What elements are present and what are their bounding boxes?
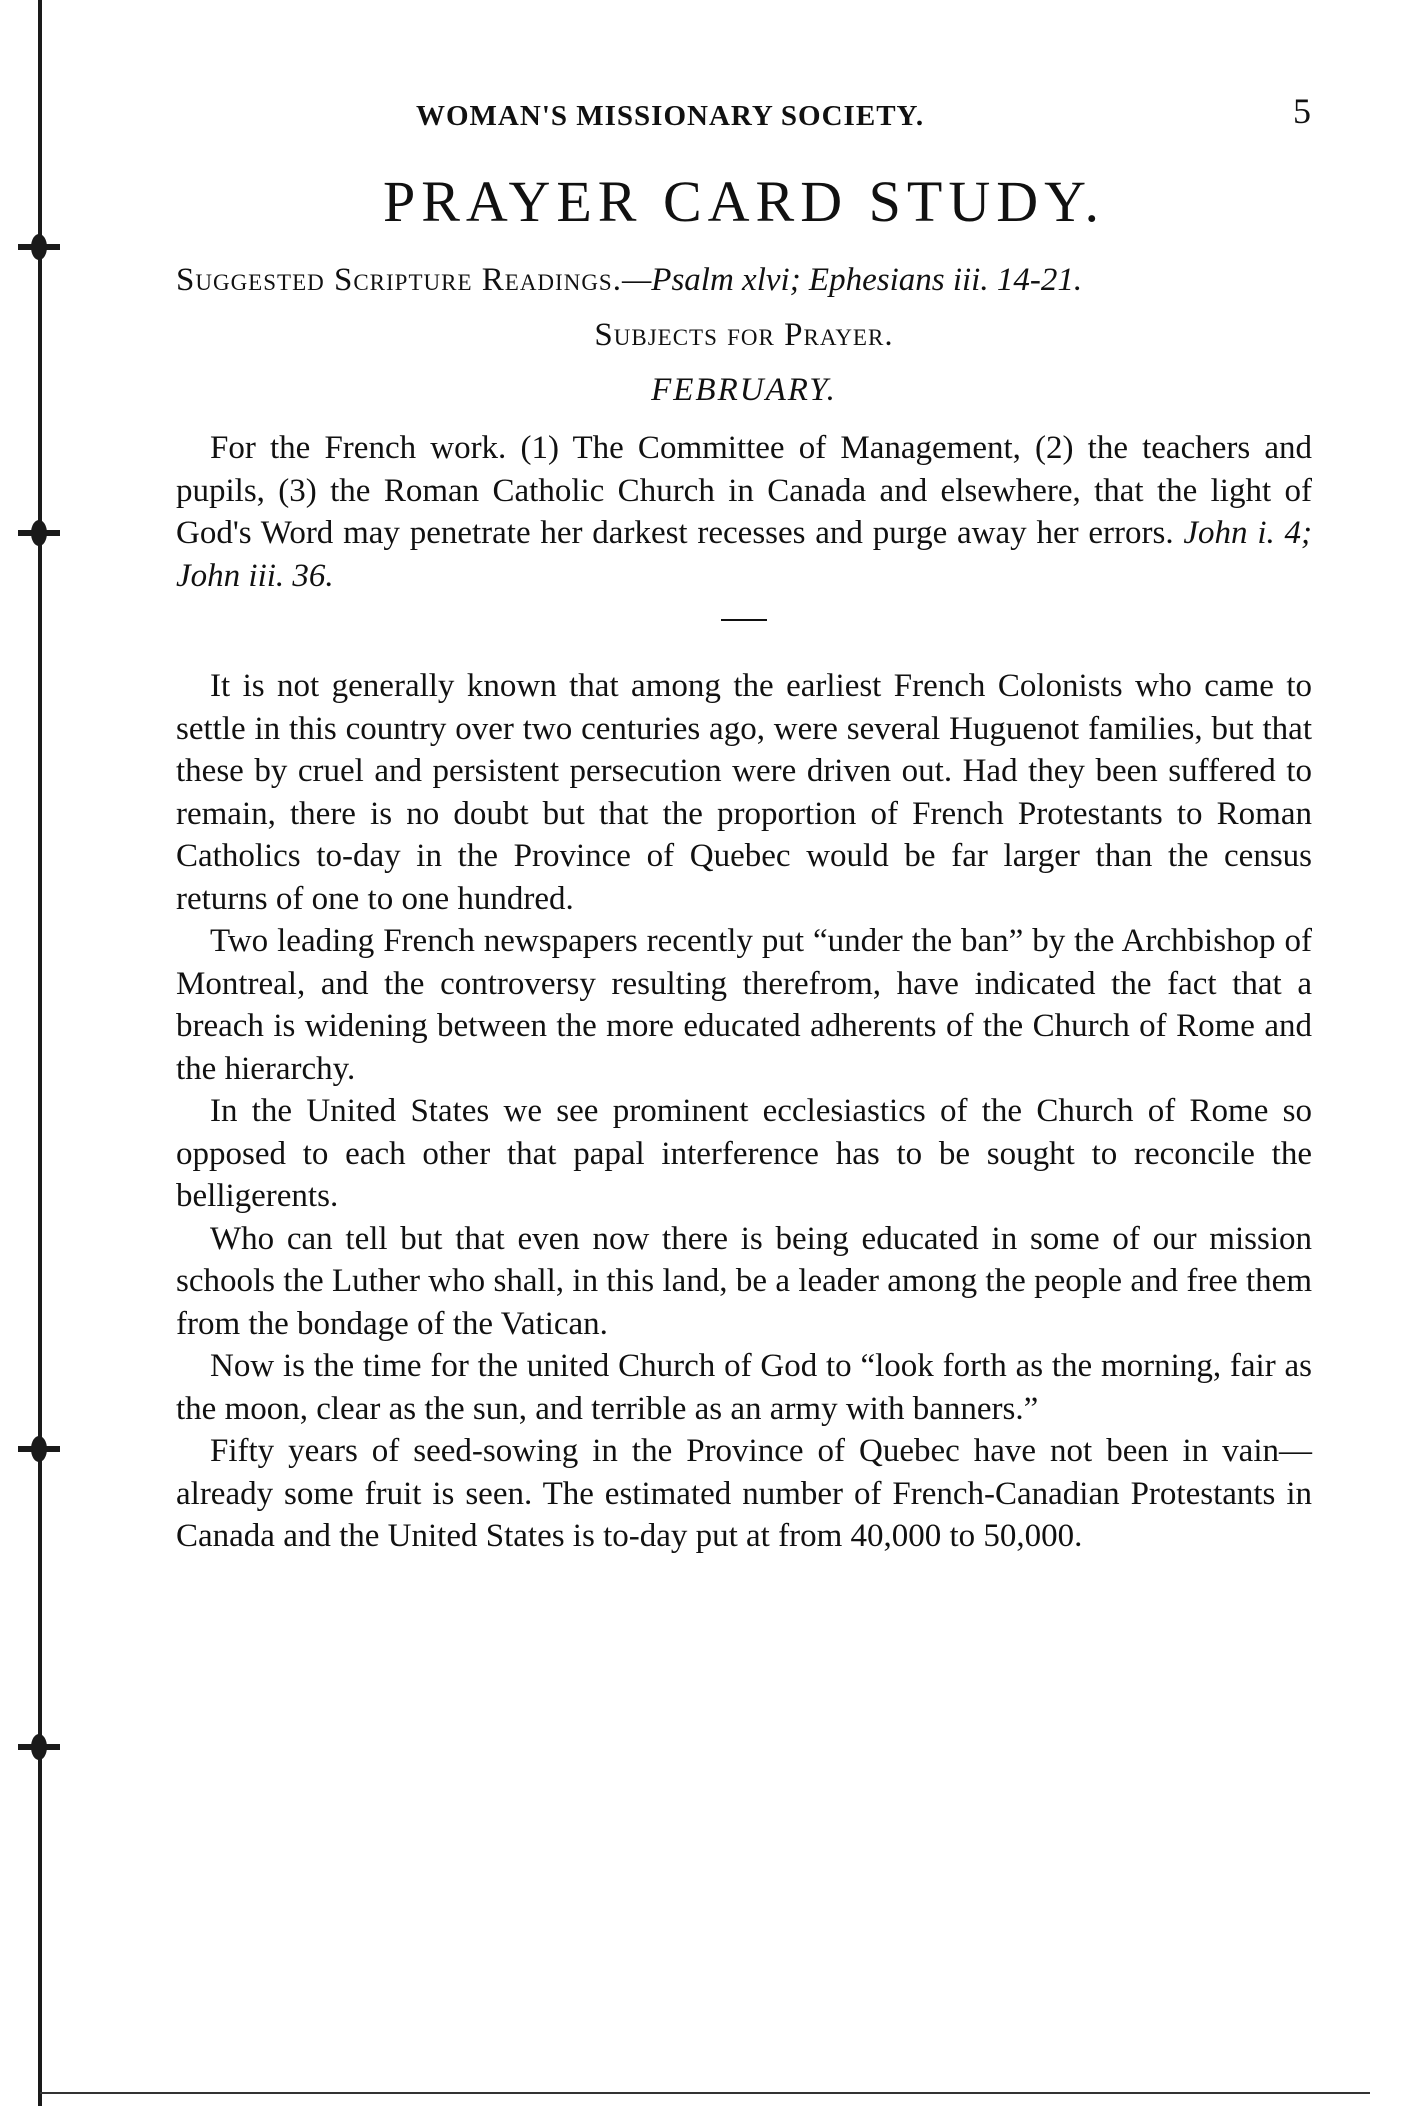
subjects-heading: Subjects for Prayer. — [594, 317, 894, 353]
paragraph: It is not generally known that among the earliest French Colonists who came to settle in this country over two centuries ago, were several Huguenot families, but that these by cruel and persistent persecution were driven out. Had they been suffered to remain, there is no doubt but that the proportion of French Protestants to Roman Catholics to-day in the Province of Quebec would be far larger than the census returns of one to one hundred. — [176, 668, 1312, 917]
paragraph: Fifty years of seed-sowing in the Province of Quebec have not been in vain—already some fruit is seen. The estimated number of French-Canadian Protestants in Canada and the United States is to-day put at from 40,000 to 50,000. — [176, 1433, 1312, 1554]
paragraph: In the United States we see prominent ecclesiastics of the Church of Rome so opposed to each other that papal interference has to be sought to reconcile the belligerents. — [176, 1093, 1312, 1214]
prayer-paragraph — [176, 427, 1312, 597]
binding-mark — [18, 1744, 60, 1750]
section-divider — [721, 619, 767, 621]
running-head — [176, 90, 1312, 140]
paragraph: Now is the time for the united Church of God to “look forth as the morning, fair as the moon, clear as the sun, and terrible as an army with banners.” — [176, 1348, 1312, 1427]
month-heading: FEBRUARY. — [651, 372, 837, 408]
binding-edge — [38, 0, 42, 2106]
running-title: WOMAN'S MISSIONARY SOCIETY. — [416, 100, 925, 132]
page-title: PRAYER CARD STUDY. — [382, 169, 1105, 234]
paragraph: Two leading French newspapers recently put “under the ban” by the Archbishop of Montreal, and the controversy resulting therefrom, have indicated the fact that a breach is widening between the more educated adherents of the Church of Rome and the hierarchy. — [176, 923, 1312, 1087]
binding-mark — [18, 1446, 60, 1452]
paragraph: Who can tell but that even now there is being educated in some of our mission schools the Luther who shall, in this land, be a leader among the people and free them from the bondage of the Vatican. — [176, 1220, 1312, 1342]
readings-label: Suggested Scripture Readings. — [176, 262, 622, 298]
prayer-text: For the French work. (1) The Committee of Management, (2) the teachers and pupils, (3) the Roman Catholic Church in Canada and elsewhere, that the light of God's Word may penetrate her darkest recesses and purge away her errors. — [176, 430, 1312, 551]
binding-mark — [18, 244, 60, 250]
scripture-readings — [176, 259, 1312, 301]
binding-mark — [18, 530, 60, 536]
prayer-refs: John i. 4; John iii. 36. — [176, 515, 1313, 594]
page-number: 5 — [1293, 91, 1312, 131]
footer-rule — [40, 2092, 1370, 2094]
page — [176, 90, 1312, 1558]
readings-refs: —Psalm xlvi; Ephesians iii. 14-21. — [621, 262, 1083, 298]
